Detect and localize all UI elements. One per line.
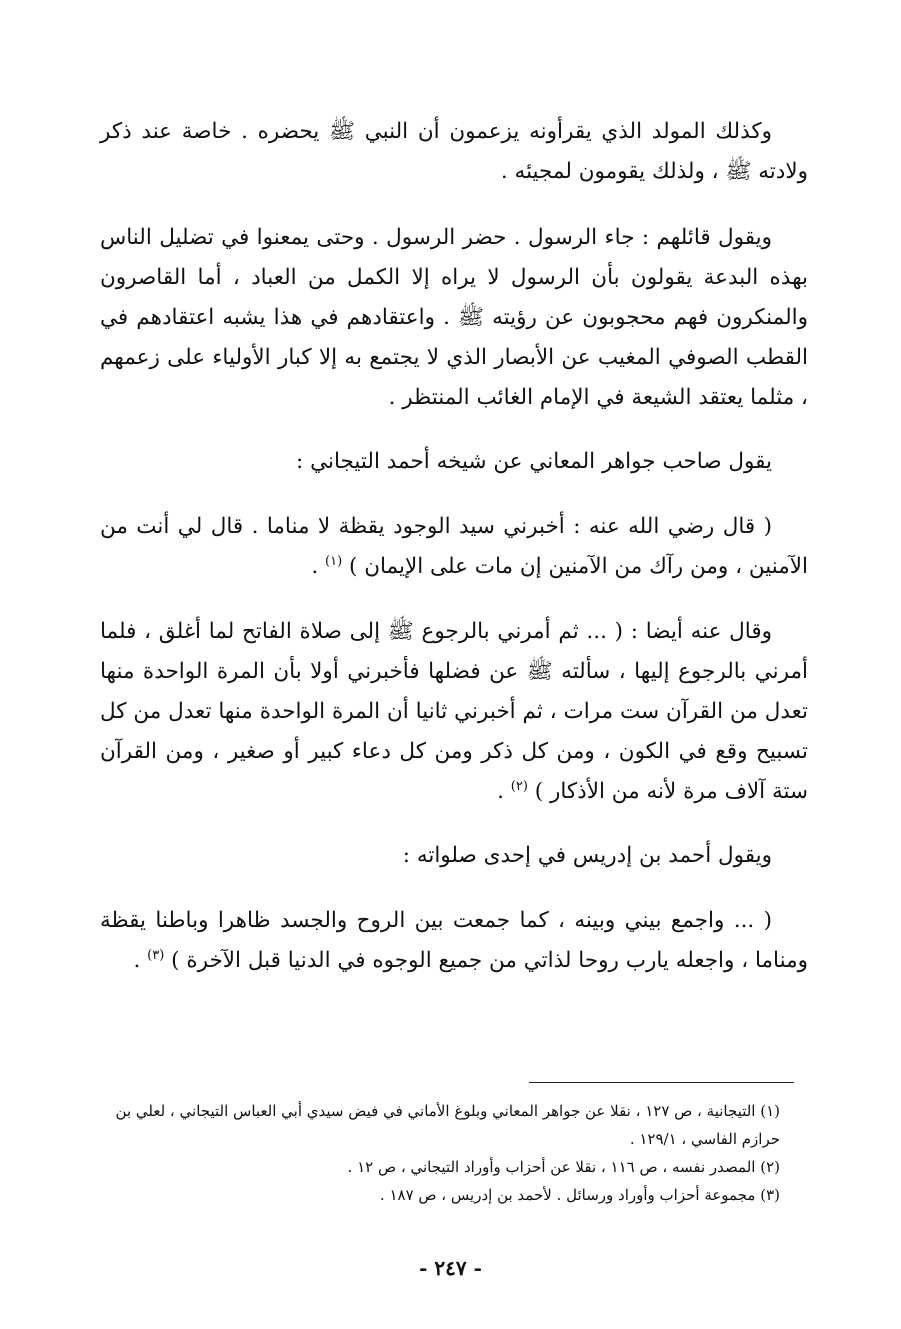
quote-2 bbox=[100, 612, 808, 812]
footnote-2: (٢) المصدر نفسه ، ص ١١٦ ، نقلا عن أحزاب وأوراد التيجاني ، ص ١٢ . bbox=[347, 1158, 780, 1176]
paragraph-text: ويقول قائلهم : جاء الرسول . حضر الرسول . وحتى يمعنوا في تضليل الناس بهذه البدعة يقولون بأن الرسول لا يراه إلا الكمل من العباد ، أما القاصرون والمنكرون فهم محجوبون عن رؤيته ﷺ . واعتقادهم في هذا يشبه اعتقادهم في القطب الصوفي المغيب عن الأبصار الذي لا يجتمع به إلا كبار الأولياء على زعمهم ، مثلما يعتقد الشيعة في الإمام الغائب المنتظر . bbox=[100, 225, 808, 410]
footnote-ref-1: (١) bbox=[325, 553, 343, 569]
paragraph-text: وكذلك المولد الذي يقرأونه يزعمون أن النبي ﷺ يحضره . خاصة عند ذكر ولادته ﷺ ، ولذلك يقومون لمجيئه . bbox=[100, 119, 808, 184]
footnote-3: (٣) مجموعة أحزاب وأوراد ورسائل . لأحمد بن إدريس ، ص ١٨٧ . bbox=[379, 1186, 780, 1204]
quote-1 bbox=[100, 507, 808, 587]
paragraph-jawahir-intro bbox=[100, 442, 808, 482]
paragraph-text: وقال عنه أيضا : ( ... ثم أمرني بالرجوع ﷺ إلى صلاة الفاتح لما أغلق ، فلما أمرني بالرجوع إليها ، سألته ﷺ عن فضلها فأخبرني أولا بأن المرة الواحدة منها تعدل من القرآن ست مرات ، ثم أخبرني ثانيا أن المرة الواحدة منها تعدل من كل تسبيح وقع في الكون ، ومن كل ذكر ومن كل دعاء كبير أو صغير ، ومن القرآن ستة آلاف مرة لأنه من الأذكار ) bbox=[100, 619, 808, 804]
footnote-divider bbox=[529, 1082, 794, 1083]
paragraph-text: ويقول أحمد بن إدريس في إحدى صلواته : bbox=[402, 843, 772, 868]
sentence-end: . bbox=[497, 779, 504, 804]
paragraph-text: ( قال رضي الله عنه : أخبرني سيد الوجود يقظة لا مناما . قال لي أنت من الآمنين ، ومن رآك من الآمنين إن مات على الإيمان ) bbox=[100, 514, 808, 579]
paragraph-mawlid bbox=[100, 112, 808, 192]
paragraph-text: ( ... واجمع بيني وبينه ، كما جمعت بين الروح والجسد ظاهرا وباطنا يقظة ومناما ، واجعله يارب روحا لذاتي من جميع الوجوه في الدنيا قبل الآخرة ) bbox=[100, 908, 808, 973]
quote-3 bbox=[100, 901, 808, 981]
page-number: - ٢٤٧ - bbox=[419, 1256, 482, 1280]
footnotes bbox=[100, 1097, 808, 1209]
page-body bbox=[100, 112, 808, 981]
footnote-ref-2: (٢) bbox=[510, 778, 528, 794]
paragraph-ibn-idris-intro bbox=[100, 836, 808, 876]
paragraph-claimant bbox=[100, 218, 808, 418]
footnote-1: (١) التيجانية ، ص ١٢٧ ، نقلا عن جواهر المعاني وبلوغ الأماني في فيض سيدي أبي العباس التيجاني ، لعلي بن حرازم الفاسي ، ١٢٩/١ . bbox=[115, 1102, 780, 1148]
sentence-end: . bbox=[133, 948, 141, 973]
paragraph-text: يقول صاحب جواهر المعاني عن شيخه أحمد التيجاني : bbox=[296, 449, 772, 474]
footnote-ref-3: (٣) bbox=[147, 947, 165, 963]
sentence-end: . bbox=[311, 554, 319, 579]
